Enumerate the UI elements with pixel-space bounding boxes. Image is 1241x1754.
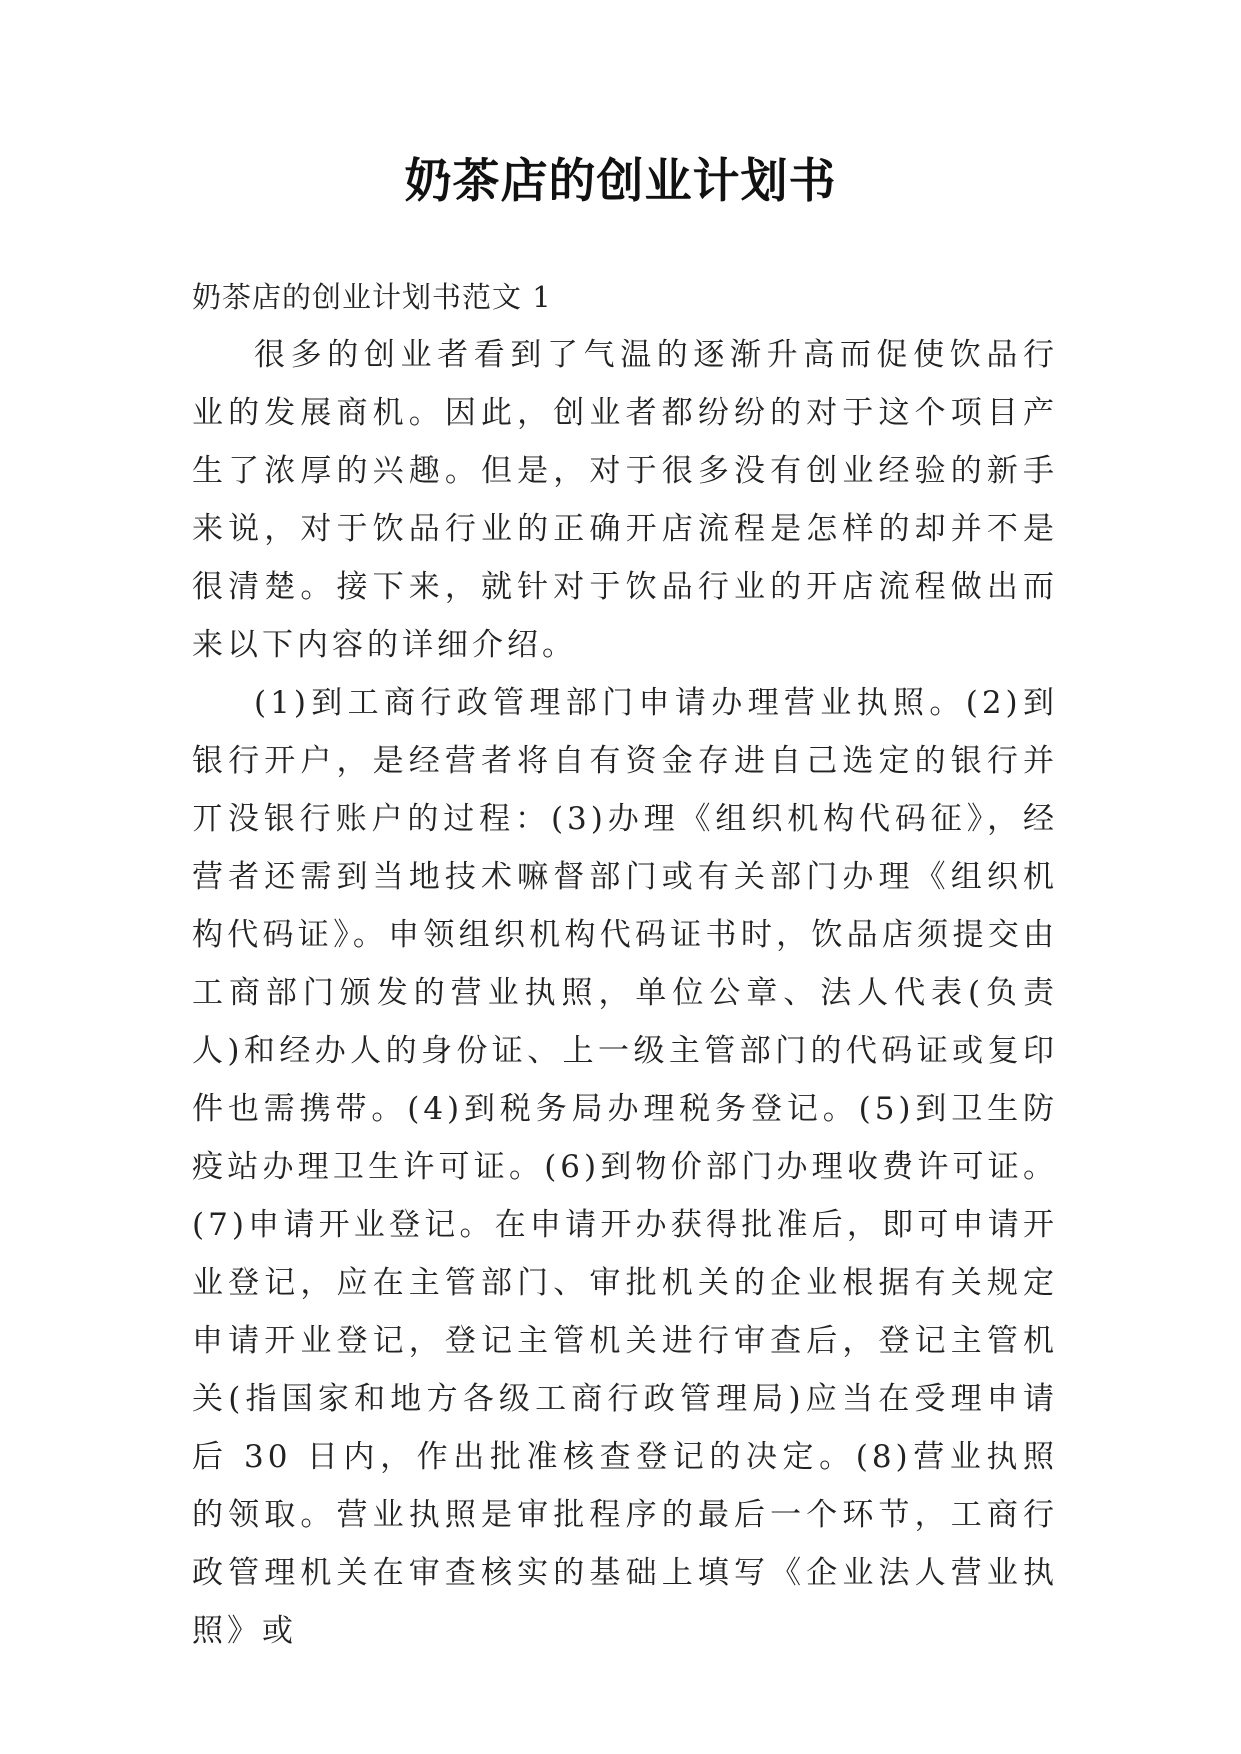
paragraph-intro: 很多的创业者看到了气温的逐渐升高而促使饮品行业的发展商机。因此，创业者都纷纷的对于这个项目产生了浓厚的兴趣。但是，对于很多没有创业经验的新手来说，对于饮品行业的正确开店流程是怎样的却并不是很清楚。接下来，就针对于饮品行业的开店流程做出而来以下内容的详细介绍。 <box>192 337 1058 663</box>
document-body <box>192 268 1058 1660</box>
section-heading: 奶茶店的创业计划书范文 1 <box>192 280 552 314</box>
document-title: 奶茶店的创业计划书 <box>404 154 837 209</box>
paragraph-procedure: (1)到工商行政管理部门申请办理营业执照。(2)到银行开户，是经营者将自有资金存进自己选定的银行并丌没银行账户的过程：(3)办理《组织机构代码征》，经营者还需到当地技术嘛督部门或有关部门办理《组织机构代码证》。申领组织机构代码证书时，饮品店须提交由工商部门颁发的营业执照，单位公章、法人代表(负责人)和经办人的身份证、上一级主管部门的代码证或复印件也需携带。(4)到税务局办理税务登记。(5)到卫生防疫站办理卫生许可证。(6)到物价部门办理收费许可证。(7)申请开业登记。在申请开办获得批准后，即可申请开业登记，应在主管部门、审批机关的企业根据有关规定申请开业登记，登记主管机关进行审查后，登记主管机关(指国家和地方各级工商行政管理局)应当在受理申请后 30 日内，作出批准核查登记的决定。(8)营业执照的领取。营业执照是审批程序的最后一个环节，工商行政管理机关在审查核实的基础上填写《企业法人营业执照》或 <box>192 685 1058 1649</box>
